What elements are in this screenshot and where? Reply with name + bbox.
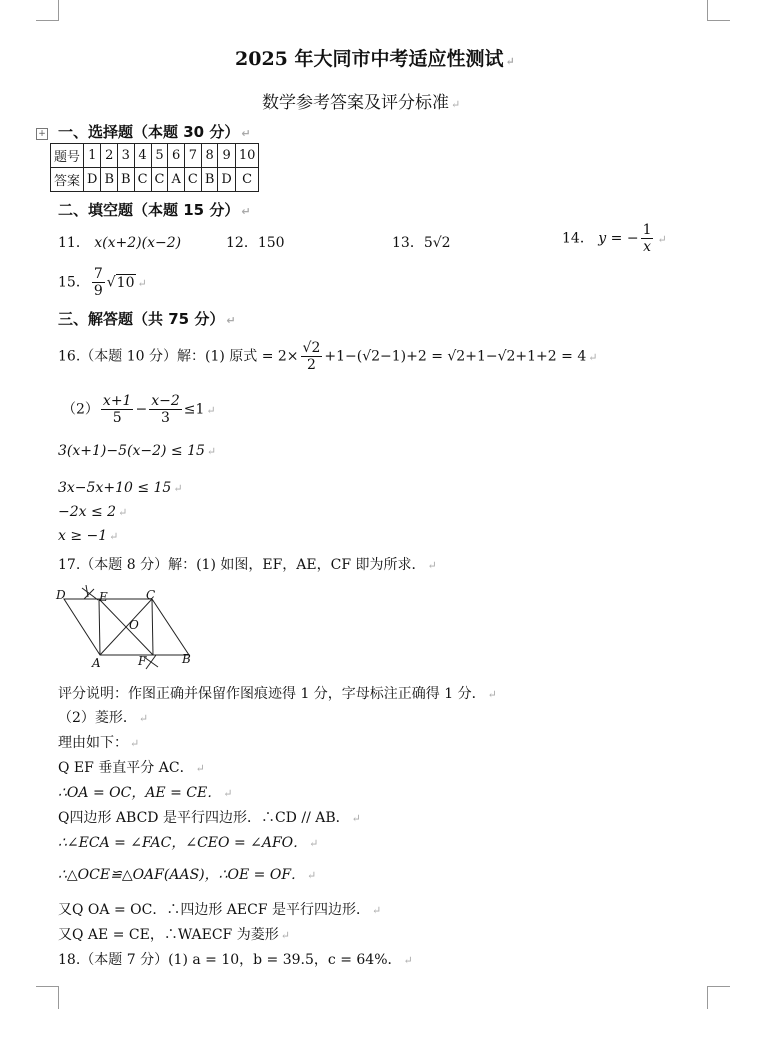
section-choice-heading: 一、选择题（本题 30 分） ↵ [58, 123, 251, 141]
table-header-cell: 题号 [51, 144, 84, 168]
q16-step2: 3x−5x+10 ≤ 15 ↵ [58, 480, 183, 496]
q16-step4: x ≥ −1 ↵ [58, 528, 119, 544]
table-cell: 8 [201, 144, 218, 168]
label-f: F [138, 654, 147, 668]
answer-table [50, 143, 259, 192]
section-solution-heading: 三、解答题（共 75 分） ↵ [58, 310, 236, 328]
q17-part1: 17.（本题 8 分）解：(1) 如图，EF，AE，CF 即为所求． ↵ [58, 557, 437, 573]
table-cell: 4 [134, 144, 151, 168]
segment-ae [99, 599, 100, 655]
table-cell: B [201, 168, 218, 192]
fill-answer-12: 12．150 [226, 235, 285, 251]
fill-answer-14: 14． y = − $\frac{1}{x}$ ↵ [562, 222, 667, 255]
table-cell: B [101, 168, 118, 192]
crop-mark-bottom-left [36, 986, 59, 1009]
crop-mark-bottom-right [707, 986, 730, 1009]
label-o: O [129, 618, 139, 632]
q16-part1: 16.（本题 10 分）解：(1) 原式 = 2× $\frac{√2}{2}$ +1−(√2−1)+2 = √2+1−√2+1+2 = 4 ↵ [58, 340, 598, 373]
page-subtitle: 数学参考答案及评分标准 ↵ [262, 93, 461, 113]
table-cell: 10 [235, 144, 259, 168]
q17-reason-line: ∴△OCE≌△OAF(AAS)，∴OE = OF． ↵ [58, 867, 317, 883]
table-row-numbers [51, 144, 259, 168]
q16-part2: （2） $\frac{x+1}{5}$ − $\frac{x-2}{3}$ ≤1 ↵ [62, 393, 216, 426]
q17-reason-line: 又Q OA = OC．∴四边形 AECF 是平行四边形． ↵ [58, 902, 382, 918]
table-cell: 9 [218, 144, 235, 168]
table-row-answers [51, 168, 259, 192]
parallelogram-figure [54, 585, 209, 671]
label-a: A [92, 656, 101, 670]
table-cell: 1 [84, 144, 101, 168]
table-cell: 3 [118, 144, 135, 168]
table-cell: 2 [101, 144, 118, 168]
q17-reason-line: 又Q AE = CE，∴WAECF 为菱形 ↵ [58, 927, 290, 943]
table-cell: 5 [151, 144, 168, 168]
table-move-handle[interactable]: + [36, 128, 48, 140]
crop-mark-top-left [36, 0, 59, 21]
table-cell: 6 [168, 144, 184, 168]
table-header-cell: 答案 [51, 168, 84, 192]
segment-cf [152, 599, 153, 655]
segment-ef [99, 599, 153, 655]
page-title: 2025 年大同市中考适应性测试 ↵ [235, 48, 515, 70]
q17-reason-label: 理由如下： ↵ [58, 735, 140, 751]
q17-reason-line: Q EF 垂直平分 AC． ↵ [58, 760, 205, 776]
q17-reason-line: ∴∠ECA = ∠FAC，∠CEO = ∠AFO． ↵ [58, 835, 319, 851]
section-fill-heading: 二、填空题（本题 15 分） ↵ [58, 201, 251, 219]
q17-reason-line: ∴OA = OC，AE = CE． ↵ [58, 785, 233, 801]
table-cell: C [235, 168, 259, 192]
fill-answer-13: 13．5√2 [392, 235, 451, 251]
label-e: E [99, 590, 108, 604]
q18-part1: 18.（本题 7 分）(1) a = 10，b = 39.5，c = 64%． ↵ [58, 952, 413, 968]
table-cell: D [84, 168, 101, 192]
label-b: B [182, 652, 191, 666]
fill-answer-11: 11． x(x+2)(x−2) [58, 235, 182, 251]
fill-answer-15: 15． $\frac{7}{9}$ √10 ↵ [58, 266, 147, 299]
label-d: D [56, 588, 66, 602]
table-cell: C [151, 168, 168, 192]
table-cell: D [218, 168, 235, 192]
table-cell: B [118, 168, 135, 192]
table-cell: 7 [184, 144, 201, 168]
table-cell: A [168, 168, 184, 192]
q17-reason-line: Q四边形 ABCD 是平行四边形．∴CD // AB． ↵ [58, 810, 361, 826]
q17-part2: （2）菱形． ↵ [58, 710, 149, 726]
q16-step3: −2x ≤ 2 ↵ [58, 504, 128, 520]
table-cell: C [184, 168, 201, 192]
table-cell: C [134, 168, 151, 192]
crop-mark-top-right [707, 0, 730, 21]
q17-scoring-note: 评分说明：作图正确并保留作图痕迹得 1 分，字母标注正确得 1 分． ↵ [58, 686, 497, 702]
arc-mark [146, 655, 156, 669]
label-c: C [146, 588, 156, 602]
q16-step1: 3(x+1)−5(x−2) ≤ 15 ↵ [58, 443, 217, 459]
